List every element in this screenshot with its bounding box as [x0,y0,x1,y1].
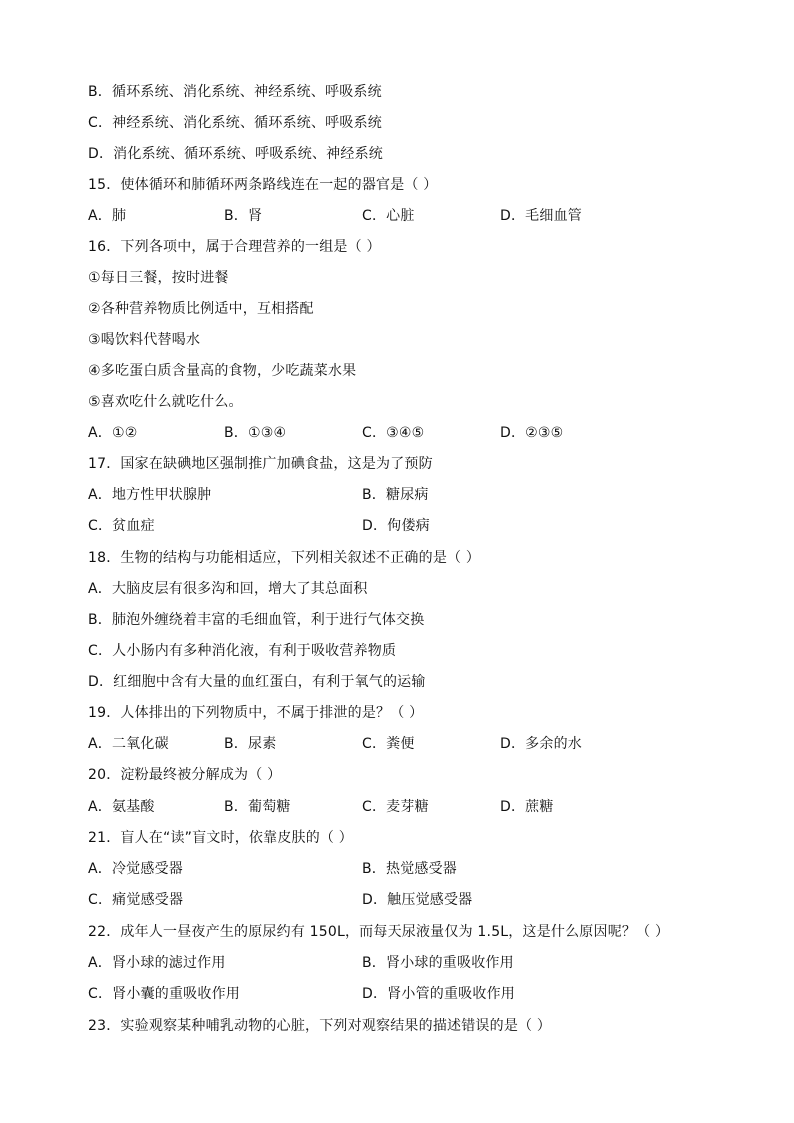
q16-option-b: B．①③④ [224,425,287,441]
q14-option-d: D．消化系统、循环系统、呼吸系统、神经系统 [88,146,383,162]
q17-option-d: D．佝偻病 [362,518,430,534]
q15-option-a: A．肺 [88,208,127,224]
q17-option-a: A．地方性甲状腺肿 [88,487,212,503]
q18-option-c: C．人小肠内有多种消化液，有利于吸收营养物质 [88,643,397,659]
q16-item-3: ③喝饮料代替喝水 [88,332,201,348]
q16-option-c: C．③④⑤ [362,425,425,441]
q16-item-5: ⑤喜欢吃什么就吃什么。 [88,394,243,410]
q16-item-1: ①每日三餐，按时进餐 [88,270,229,286]
q21-option-d: D．触压觉感受器 [362,892,473,908]
q22-stem: 22．成年人一昼夜产生的原尿约有 150L，而每天尿液量仅为 1.5L，这是什么原因呢？（ ） [88,924,670,940]
q18-option-a: A．大脑皮层有很多沟和回，增大了其总面积 [88,581,368,597]
q19-option-a: A．二氧化碳 [88,736,169,752]
q21-option-c: C．痛觉感受器 [88,892,184,908]
q16-item-4: ④多吃蛋白质含量高的食物，少吃蔬菜水果 [88,363,357,379]
q16-item-2: ②各种营养物质比例适中，互相搭配 [88,301,314,317]
q19-stem: 19．人体排出的下列物质中，不属于排泄的是？（ ） [88,705,424,721]
q20-option-c: C．麦芽糖 [362,799,429,815]
q16-option-d: D．②③⑤ [500,425,564,441]
q20-option-a: A．氨基酸 [88,799,155,815]
q17-option-b: B．糖尿病 [362,487,429,503]
q18-option-d: D．红细胞中含有大量的血红蛋白，有利于氧气的运输 [88,674,426,690]
q22-option-a: A．肾小球的滤过作用 [88,955,226,971]
q17-option-c: C．贫血症 [88,518,155,534]
q21-stem: 21．盲人在“读”盲文时，依靠皮肤的（ ） [88,830,353,846]
q23-stem: 23．实验观察某种哺乳动物的心脏，下列对观察结果的描述错误的是（ ） [88,1018,552,1034]
q16-option-a: A．①② [88,425,138,441]
q16-stem: 16．下列各项中，属于合理营养的一组是（ ） [88,239,381,255]
q15-option-b: B．肾 [224,208,263,224]
q14-option-c: C．神经系统、消化系统、循环系统、呼吸系统 [88,115,382,131]
q19-option-d: D．多余的水 [500,736,582,752]
q15-option-d: D．毛细血管 [500,208,582,224]
q17-stem: 17．国家在缺碘地区强制推广加碘食盐，这是为了预防 [88,456,433,472]
q21-option-a: A．冷觉感受器 [88,861,183,877]
q22-option-d: D．肾小管的重吸收作用 [362,986,515,1002]
q14-option-b: B．循环系统、消化系统、神经系统、呼吸系统 [88,84,382,100]
q15-option-c: C．心脏 [362,208,415,224]
q19-option-b: B．尿素 [224,736,277,752]
q22-option-b: B．肾小球的重吸收作用 [362,955,514,971]
q20-option-b: B．葡萄糖 [224,799,291,815]
q18-option-b: B．肺泡外缠绕着丰富的毛细血管，利于进行气体交换 [88,612,425,628]
q21-option-b: B．热觉感受器 [362,861,458,877]
q22-option-c: C．肾小囊的重吸收作用 [88,986,240,1002]
q19-option-c: C．粪便 [362,736,415,752]
q18-stem: 18．生物的结构与功能相适应，下列相关叙述不正确的是（ ） [88,550,481,566]
q15-stem: 15．使体循环和肺循环两条路线连在一起的器官是（ ） [88,177,438,193]
q20-option-d: D．蔗糖 [500,799,554,815]
q20-stem: 20．淀粉最终被分解成为（ ） [88,767,282,783]
